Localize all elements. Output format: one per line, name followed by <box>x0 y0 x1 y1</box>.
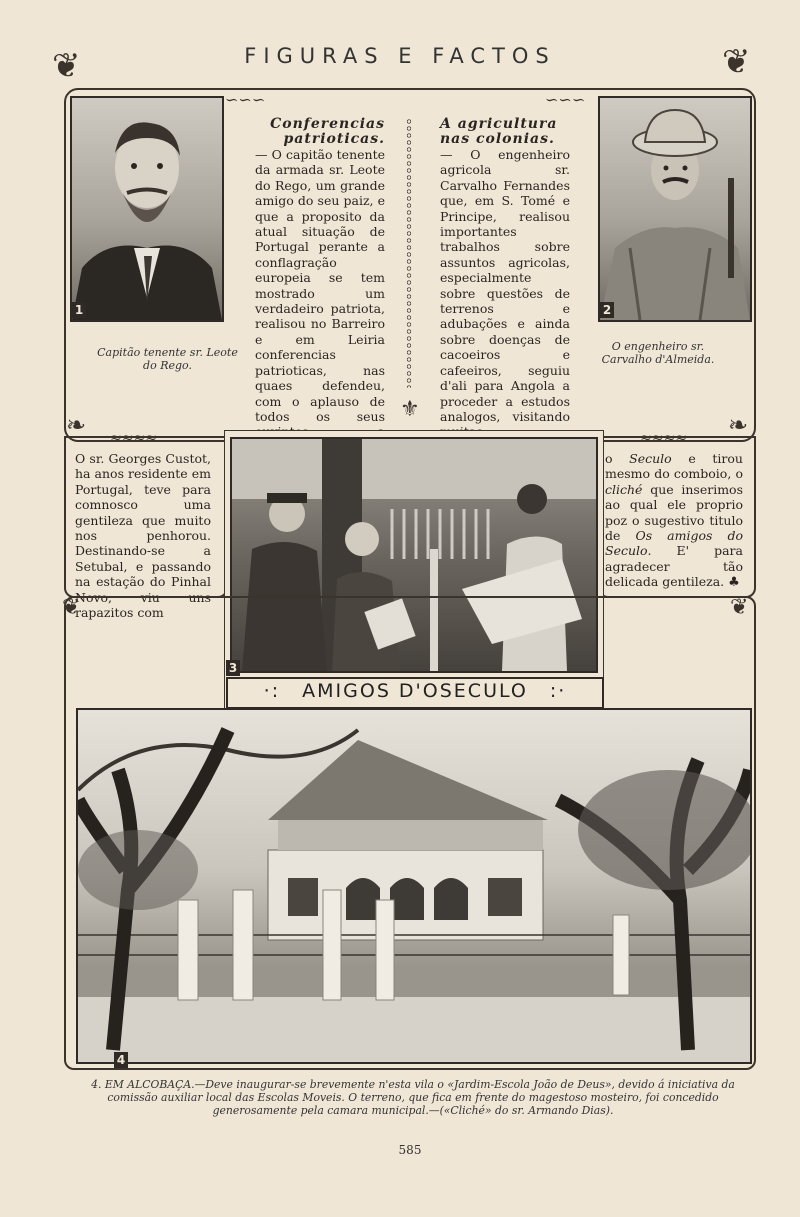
article-agricultura-heading: A agricultura nas colonias. <box>440 116 558 147</box>
amigos-right-text: e tirou mesmo do comboio, o <box>605 451 743 482</box>
amigos-right-seculo: Seculo <box>629 451 672 466</box>
amigos-right-text: que inserimos ao qual ele proprio poz o sugestivo titulo de <box>605 481 743 544</box>
club-ornament-icon: ♣ <box>728 575 740 591</box>
banner-ornament-right: :· <box>549 680 567 702</box>
article-amigos-right <box>605 451 743 591</box>
corner-ornament-icon: ❦ <box>52 46 81 86</box>
corner-ornament-icon: ❧ <box>66 411 87 439</box>
figure-number-badge: 1 <box>72 302 86 318</box>
corner-ornament-icon: ❦ <box>730 595 749 620</box>
page-title: FIGURAS E FACTOS <box>244 44 556 68</box>
photo4-caption: 4. EM ALCOBAÇA.—Deve inaugurar-se brevemente n'esta vila o «Jardim-Escola João de Deus», devido á iniciativa da comissão auxiliar local das Escolas Moveis. O terreno, que fica em frente do magestoso mosteiro, foi concedido generosamente pela camara municipal.—(«Cliché» do sr. Armando Dias). <box>91 1078 735 1117</box>
swirl-ornament-icon: ≈≈≈≈ <box>110 430 157 446</box>
figure-number-badge: 4 <box>114 1052 128 1068</box>
swirl-ornament-icon: ∽∽∽ <box>225 90 266 109</box>
article-conferencias-body: — O capitão tenente da armada sr. Leote do Rego, um grande amigo do seu paiz, e que a proposito da atual situação de Portugal perante a conflagração europeia se tem mostrado um verdadeiro patriota, realisou no Barreiro e em Leiria conferencias patrioticas, nas quaes defendeu, com o aplauso de todos os seus <box>255 147 385 424</box>
amigos-right-title: Os amigos do Seculo <box>605 528 743 559</box>
amigos-right-text: o <box>605 451 613 466</box>
banner-ornament-left: ·: <box>263 680 281 702</box>
column-divider <box>406 118 412 388</box>
corner-ornament-icon: ❧ <box>728 411 749 439</box>
amigos-right-text: . E' para agradecer tão delicada gentileza. <box>605 543 743 590</box>
article-amigos-left: O sr. Georges Custot, ha anos residente em Portugal, teve para comnosco uma gentileza que muito nos penhorou. Destinando-se a Setubal, e passando na estação do Pinhal Novo, viu uns rapazitos com <box>75 451 211 621</box>
figure-number-badge: 2 <box>600 302 614 318</box>
portrait-leote-do-rego <box>70 96 224 322</box>
portrait-left-caption: Capitão tenente sr. Leote do Rego. <box>97 346 238 372</box>
portrait-right-caption: O engenheiro sr. Carvalho d'Almeida. <box>601 340 715 366</box>
swirl-ornament-icon: ∽∽∽ <box>545 90 586 109</box>
corner-ornament-icon: ❦ <box>722 42 751 82</box>
page-number: 585 <box>398 1143 422 1157</box>
photo-alcobaca-jardim-escola <box>76 708 752 1064</box>
banner-title: AMIGOS D'OSECULO <box>302 680 528 702</box>
center-ornament-icon: ⚜ <box>400 397 420 422</box>
corner-ornament-icon: ❦ <box>62 595 81 620</box>
amigos-right-cliche: cliché <box>605 481 643 497</box>
portrait-carvalho-almeida <box>598 96 752 322</box>
article-agricultura-body: — O engenheiro agricola sr. Carvalho Fernandes que, em S. Tomé e Principe, realisou importantes trabalhos sobre assuntos agricolas, especialmente sobre questões de terrenos e adubações e ainda sobre doenças de cacoeiros e cafeeiros, seguiu d'ali para Angola a proceder a estudos analogos, visitando <box>440 147 570 424</box>
article-conferencias-heading: Conferencias patrioticas. <box>270 116 385 147</box>
swirl-ornament-icon: ≈≈≈≈ <box>640 430 687 446</box>
figure-number-badge: 3 <box>226 660 240 676</box>
